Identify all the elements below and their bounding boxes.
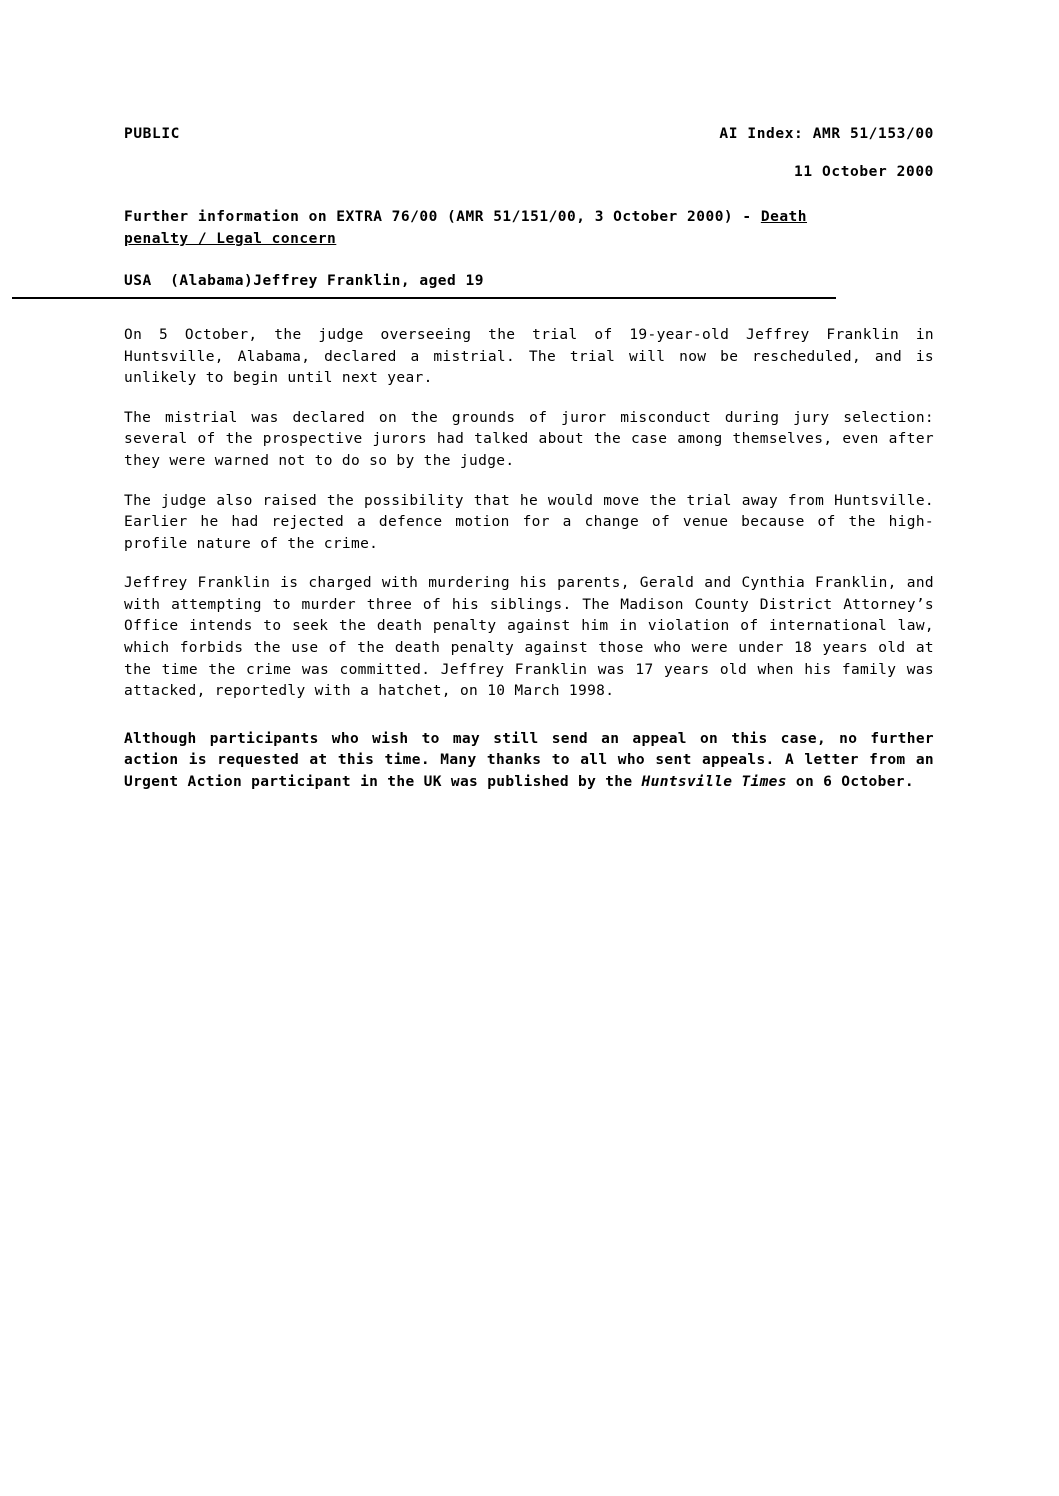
further-information-underlined-first: Death: [760, 209, 808, 225]
document-body: [124, 325, 934, 794]
country-subject-line: USA (Alabama)Jeffrey Franklin, aged 19: [124, 272, 484, 289]
newspaper-name: Huntsville Times: [641, 774, 787, 791]
document-header: [124, 126, 934, 142]
body-paragraph: On 5 October, the judge overseeing the trial of 19-year-old Jeffrey Franklin in Huntsville, Alabama, declared a mistrial. The trial will now be rescheduled, and is unlikely to begin until next year.: [124, 326, 934, 387]
public-label: PUBLIC: [124, 126, 180, 142]
further-information-heading: [124, 206, 934, 251]
further-information-lead: Further information on EXTRA 76/00 (AMR 51/151/00, 3 October 2000) -: [124, 209, 761, 225]
body-paragraph: Jeffrey Franklin is charged with murdering his parents, Gerald and Cynthia Franklin, and with attempting to murder three of his siblings. The Madison County District Attorney’s Office intends to seek the death penalty against him in violation of international law, which forbids the use of the death penalty against those who were under 18 years old at the time the crime was committed. Jeffrey Franklin was 17 years old when his family was attacked, reportedly with a hatchet, on 10 March 1998.: [124, 575, 934, 700]
body-paragraph: The judge also raised the possibility that he would move the trial away from Huntsville. Earlier he had rejected a defence motion for a change of venue because of the high-profile nature of the crime.: [124, 492, 934, 552]
ai-index-label: AI Index: AMR 51/153/00: [719, 126, 934, 142]
closing-text-second: on 6 October.: [786, 774, 914, 791]
body-paragraph: The mistrial was declared on the grounds of juror misconduct during jury selection: several of the prospective jurors had talked about the case among themselves, even after they were warned not to do so by the judge.: [124, 409, 934, 469]
further-information-underlined-second: penalty / Legal concern: [124, 231, 337, 248]
document-content: [124, 126, 934, 794]
closing-text-first: Although participants who wish to may still send an appeal on this case, no further action is requested at this time. Many thanks to all who sent appeals. A letter from an Urgent Action participant in the UK was published by the: [124, 730, 934, 791]
document-date: 11 October 2000: [794, 164, 934, 180]
closing-paragraph: [124, 729, 934, 794]
